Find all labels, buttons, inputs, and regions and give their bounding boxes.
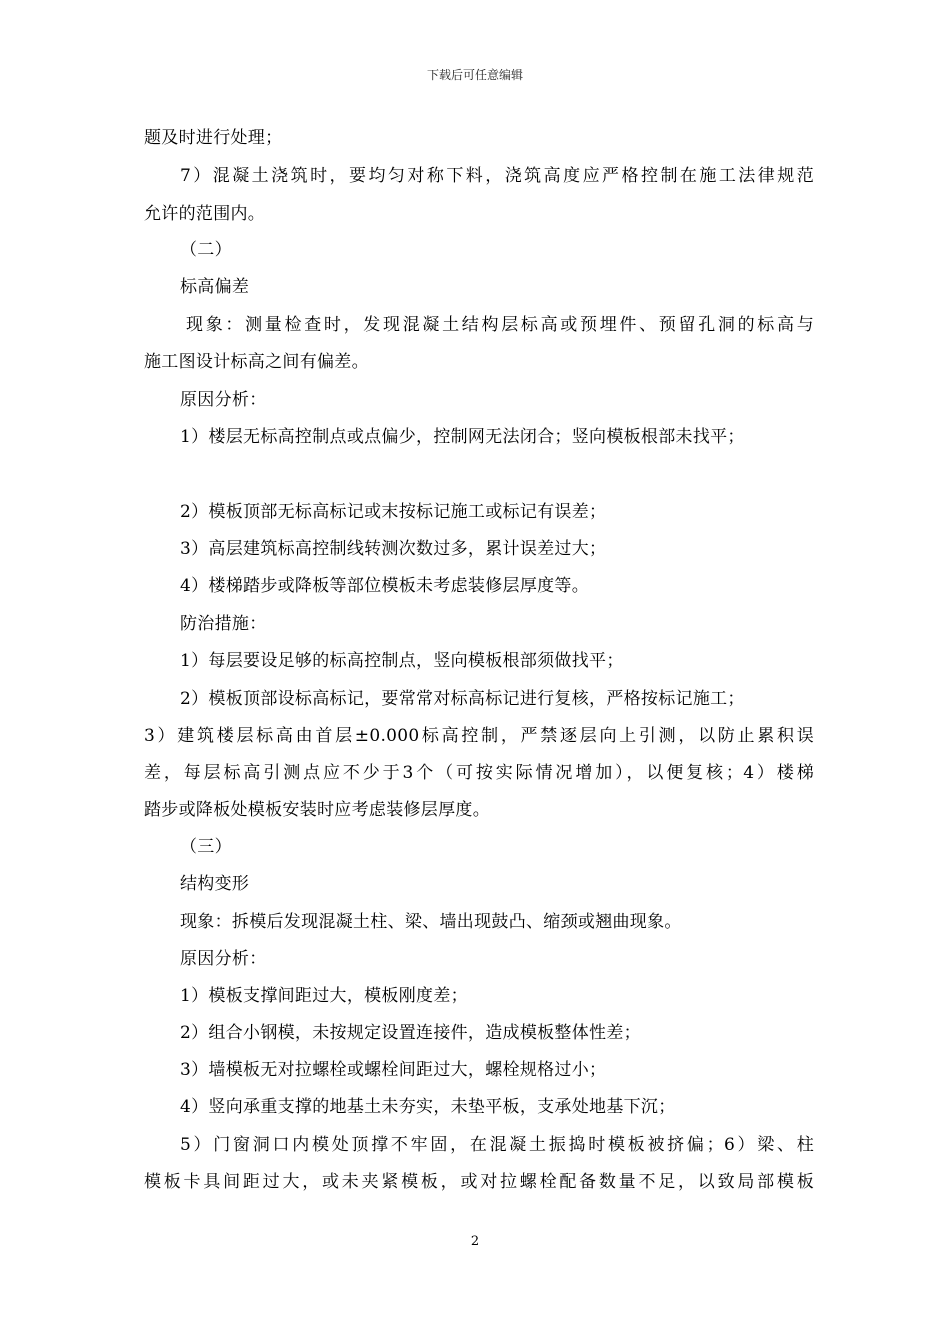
page-number: 2 xyxy=(470,1234,480,1249)
text-line: 7）混凝土浇筑时，要均匀对称下料，浇筑高度应严格控制在施工法律规范 xyxy=(180,166,814,186)
text-line: 模板卡具间距过大，或未夹紧模板，或对拉螺栓配备数量不足，以致局部模板 xyxy=(144,1172,814,1192)
text-line: 施工图设计标高之间有偏差。 xyxy=(144,352,369,372)
text-line: 2）模板顶部设标高标记，要常常对标高标记进行复核，严格按标记施工； xyxy=(180,689,745,709)
text-line: 防治措施： xyxy=(180,614,267,634)
text-line: 3）建筑楼层标高由首层±0.000标高控制，严禁逐层向上引测，以防止累积误 xyxy=(144,726,814,746)
text-line: 3）高层建筑标高控制线转测次数过多，累计误差过大； xyxy=(180,539,607,559)
text-line: 2）模板顶部无标高标记或末按标记施工或标记有误差； xyxy=(180,502,607,522)
text-line: 原因分析： xyxy=(180,390,267,410)
text-line: 现象：测量检查时，发现混凝土结构层标高或预埋件、预留孔洞的标高与 xyxy=(186,315,814,335)
text-line: 1）楼层无标高控制点或点偏少，控制网无法闭合；竖向模板根部未找平； xyxy=(180,427,745,447)
text-line: 现象：拆模后发现混凝土柱、梁、墙出现鼓凸、缩颈或翘曲现象。 xyxy=(180,912,682,932)
text-line: 2）组合小钢模，未按规定设置连接件，造成模板整体性差； xyxy=(180,1023,641,1043)
text-line: 踏步或降板处模板安装时应考虑装修层厚度。 xyxy=(144,800,490,820)
section-number: （二） xyxy=(180,240,232,260)
section-heading: 结构变形 xyxy=(180,874,250,894)
text-line: 差，每层标高引测点应不少于3个（可按实际情况增加），以便复核；4）楼梯 xyxy=(144,763,814,783)
text-line: 4）竖向承重支撑的地基土未夯实，未垫平板，支承处地基下沉； xyxy=(180,1097,676,1117)
page-header: 下载后可任意编辑 xyxy=(426,68,523,82)
text-line: 原因分析： xyxy=(180,949,267,969)
text-line: 3）墙模板无对拉螺栓或螺栓间距过大，螺栓规格过小； xyxy=(180,1060,607,1080)
text-line: 1）每层要设足够的标高控制点，竖向模板根部须做找平； xyxy=(180,651,624,671)
text-line: 题及时进行处理； xyxy=(144,128,283,148)
text-line: 1）模板支撑间距过大，模板刚度差； xyxy=(180,986,468,1006)
text-line: 5）门窗洞口内模处顶撑不牢固，在混凝土振捣时模板被挤偏；6）梁、柱 xyxy=(180,1135,814,1155)
section-number: （三） xyxy=(180,837,232,857)
text-line: 4）楼梯踏步或降板等部位模板未考虑装修层厚度等。 xyxy=(180,576,590,596)
text-line: 允许的范围内。 xyxy=(144,204,266,224)
section-heading: 标高偏差 xyxy=(180,277,250,297)
